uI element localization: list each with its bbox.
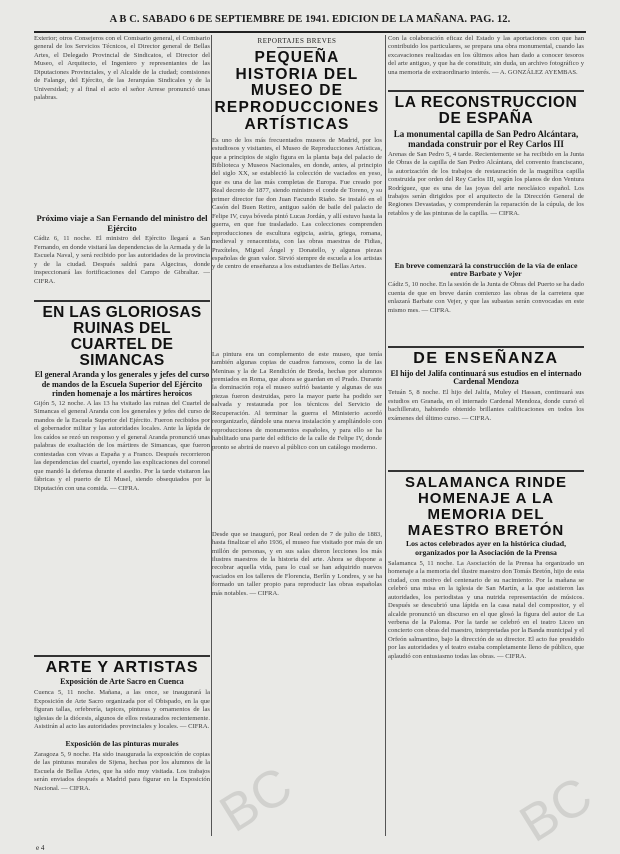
column-right — [388, 35, 584, 838]
subheadline: El general Aranda y los generales y jefes del curso de mandos de la Escuela Superior del Ejército rinden homenaje a los mártires heroicos — [34, 370, 210, 398]
headline: Próximo viaje a San Fernando del ministro del Ejército — [36, 213, 208, 233]
column-divider — [385, 35, 386, 836]
subheadline: Exposición de Arte Sacro en Cuenca — [60, 677, 184, 687]
article-text: Arenas de San Pedro 5, 4 tarde. Recientemente se ha recibido en la Junta de Obras de la capilla de San Pedro Alcántara, del convento franciscano, la autorización de los trabajos de restauración de la magnífica capilla construida por orden del Rey Carlos III, según los planos de don Ventura Rodríguez, que es una de las joyas del arte neoclásico español. Los trabajos serán dirigidos por el arquitecto de la Dirección General de Regiones Devastadas, y comprenderán la reparación de la cúpula, de los retablos y de las pinturas de la capilla. — CIFRA. — [388, 150, 584, 217]
subheadline: Exposición de las pinturas murales — [65, 739, 179, 749]
divider — [388, 90, 584, 92]
divider — [34, 300, 210, 302]
subheadline: El hijo del Jalifa continuará sus estudios en el internado Cardenal Mendoza — [390, 368, 582, 387]
headline: DE ENSEÑANZA — [413, 350, 559, 368]
subheadline: La monumental capilla de San Pedro Alcántara, mandada construir por el Rey Carlos III — [393, 128, 579, 149]
watermark-stamp: BC — [510, 766, 603, 854]
headline: LA RECONSTRUCCION DE ESPAÑA — [394, 94, 578, 127]
article-text: Zaragoza 5, 9 noche. Ha sido inaugurada la exposición de copias de las pinturas murales de Sijena, hechas por los alumnos de la Escuela de Bellas Artes, que ha sido muy visitada. Los trabajos serán enviados después a Madrid para figurar en la Exposición Nacional. — CIFRA. — [34, 750, 210, 792]
watermark-stamp: BC — [210, 756, 303, 844]
article-text: Cuenca 5, 11 noche. Mañana, a las once, se inaugurará la Exposición de Arte Sacro organizada por el Obispado, en la que figuran tallas, orfebrería, tapices, pinturas y ornamentos de las iglesias de la diócesis, algunos de ellos restaurados recientemente. Asistirán al acto las autoridades provinciales y locales. — CIFRA. — [34, 689, 210, 731]
headline: SALAMANCA RINDE HOMENAJE A LA MEMORIA DEL MAESTRO BRETÓN — [405, 474, 567, 539]
divider — [277, 47, 317, 48]
page-header: A B C. SABADO 6 DE SEPTIEMBRE DE 1941. EDICION DE LA MAÑANA. PAG. 12. — [109, 14, 511, 25]
article-text: Desde que se inauguró, por Real orden de 7 de julio de 1883, hasta finalizar el año 1936, el museo fue visitado por más de un millón de personas, y en sus salas dieron lecciones los más ilustres maestros de la historia del arte. Ahora se dispone a recobrar aquella vida, para lo cual se han adquirido nuevos vaciados en los talleres de Florencia, Berlín y Londres, y se ha formado un taller propio para reproducir las obras españolas más notables. — CIFRA. — [212, 530, 382, 597]
article-text: Exterior; otros Consejeros con el Comisario general, el Comisario general de los Servicios Técnicos, el Director general de Bellas Artes, el Delegado Provincial de Sindicatos, el Director del Museo, el Arquitecto, el Ingeniero y representantes de las Diputaciones Provinciales, y el Alcalde de la ciudad; comisiones de Falange, del Ejército, de las Jerarquías Sindicales y de la Universidad; y al final el acto el señor Arrese pronunció unas palabras. — [34, 35, 210, 102]
headline: ARTE Y ARTISTAS — [45, 659, 199, 676]
page-footer-mark: e 4 — [36, 844, 45, 852]
subheadline: Los actos celebrados ayer en la histórica ciudad, organizados por la Asociación de la Prensa — [405, 539, 567, 558]
header-rule — [34, 31, 586, 33]
headline: PEQUEÑA HISTORIA DEL MUSEO DE REPRODUCCIONES ARTÍSTICAS — [214, 49, 380, 133]
article-text: Con la colaboración eficaz del Estado y las aportaciones con que han contribuido los particulares, se prepara una obra monumental, cuando las excavaciones realizadas en los últimos años han dado a conocer tesoros del arte antiguo, y que ha de constituir, sin duda, un archivo fotográfico y una memoria de extraordinario interés. — A. GONZÁLEZ AYEMBAS. — [388, 35, 584, 76]
column-left — [34, 35, 210, 838]
article-text: Cádiz 6, 11 noche. El ministro del Ejército llegará a San Fernando, en donde visitará las dependencias de la Armada y de la Escuela Naval, y será recibido por las autoridades de la provincia y de la ciudad. Después saldrá para Algeciras, donde inspeccionará las fortificaciones del Campo de Gibraltar. — CIFRA. — [34, 235, 210, 285]
divider — [34, 655, 210, 657]
divider — [388, 470, 584, 472]
divider — [388, 346, 584, 348]
article-text: Tetuán 5, 8 noche. El hijo del Jalifa, Muley el Hassan, continuará sus estudios en Granada, en el internado Cardenal Mendoza, donde cursó el bachillerato, habiendo obtenido brillantes calificaciones en todos los exámenes del último curso. — CIFRA. — [388, 389, 584, 422]
section-kicker: REPORTAJES BREVES — [257, 37, 337, 45]
column-center — [212, 35, 382, 838]
subheadline: En breve comenzará la construcción de la vía de enlace entre Barbate y Vejer — [394, 260, 578, 279]
article-text: La pintura era un complemento de este museo, que tenía también algunas copias de cuadros famosos, como la de las Meninas y la de La Rendición de Breda, hechas por alumnos premiados en Roma, que ahora se guardan en el Prado. Durante la dominación roja el museo sufrió bastante y algunas de sus piezas fueron destruidas, pero la mayor parte ha podido ser salvada y restaurada por los técnicos del Servicio de Recuperación. Al terminar la guerra el Ministerio acordó reorganizarlo, dándole una nueva instalación y ampliándolo con reproducciones de monumentos españoles, y para ello se ha habilitado una parte del edificio de la calle de Felipe IV, donde pronto se abrirá de nuevo al público con un catálogo moderno. — [212, 350, 382, 451]
article-text: Salamanca 5, 11 noche. La Asociación de la Prensa ha organizado un homenaje a la memoria del ilustre maestro don Tomás Bretón, hijo de esta ciudad, con motivo del centenario de su nacimiento. Por la mañana se celebró una misa en la iglesia de San Martín, a la que asistieron las autoridades, los periodistas y una nutrida representación de músicos. Después se descubrió una lápida en la casa natal del compositor, y el alcalde pronunció un discurso en el que glosó la figura del autor de La verbena de la Paloma. Por la tarde se celebró en el teatro Liceo un concierto con obras del maestro, interpretadas por la Banda municipal y el Orfeón salmantino, bajo la dirección de su director. El acto fue presidido por las autoridades y el teatro estaba completamente lleno de público, que aplaudió con entusiasmo todas las obras. — CIFRA. — [388, 559, 584, 660]
article-text: Gijón 5, 12 noche. A las 13 ha visitado las ruinas del Cuartel de Simancas el general Aranda con los generales y jefes del curso de mandos de la Escuela Superior del Ejército. Fueron recibidos por el gobernador militar y las autoridades locales. Ante la lápida de los caídos se rezó un responso y el general Aranda pronunció unas palabras de exaltación de los mártires de Simancas, que fueron contestadas con vivas a España y a Franco. Después recorrieron las dependencias del cuartel, oyendo las explicaciones del coronel que mandó la defensa durante el asedio. Por la tarde visitaron las fábricas y el puerto de El Musel, siendo obsequiados por la Diputación con una comida. — CIFRA. — [34, 400, 210, 492]
article-text: Es uno de los más frecuentados museos de Madrid, por los estudiosos y visitantes, el Museo de Reproducciones Artísticas, que a principios de siglo figura en la planta baja del palacio de Biblioteca y Museos Nacionales, en donde, antes, al principio del siglo XX, se estableció la colección de vaciados en yeso, que es una de las más completas de Europa. Fue creado por Real decreto de 1877, siendo ministro el conde de Toreno, y su primer director fue don Juan Facundo Riaño. Se instaló en el Casón del Buen Retiro, antiguo salón de baile del palacio de Felipe IV, cuya bóveda pintó Lucas Jordán, y allí estuvo hasta la guerra, en que fue trasladado. Las colecciones comprenden reproducciones de escultura egipcia, asiria, griega, romana, medieval y renacentista, con las obras maestras de Fidias, Praxíteles, Miguel Ángel y Donatello, y algunas piezas españolas de gran valor. Sirvió siempre de escuela a los artistas y de centro de enseñanza a los estudiantes de Bellas Artes. — [212, 136, 382, 271]
headline: EN LAS GLORIOSAS RUINAS DEL CUARTEL DE SIMANCAS — [42, 304, 202, 369]
article-text: Cádiz 5, 10 noche. En la sesión de la Junta de Obras del Puerto se ha dado cuenta de que en breve darán comienzo las obras de la carretera que enlazará Barbate con Vejer, y que las subastas serán convocadas en este mismo mes. — CIFRA. — [388, 281, 584, 314]
